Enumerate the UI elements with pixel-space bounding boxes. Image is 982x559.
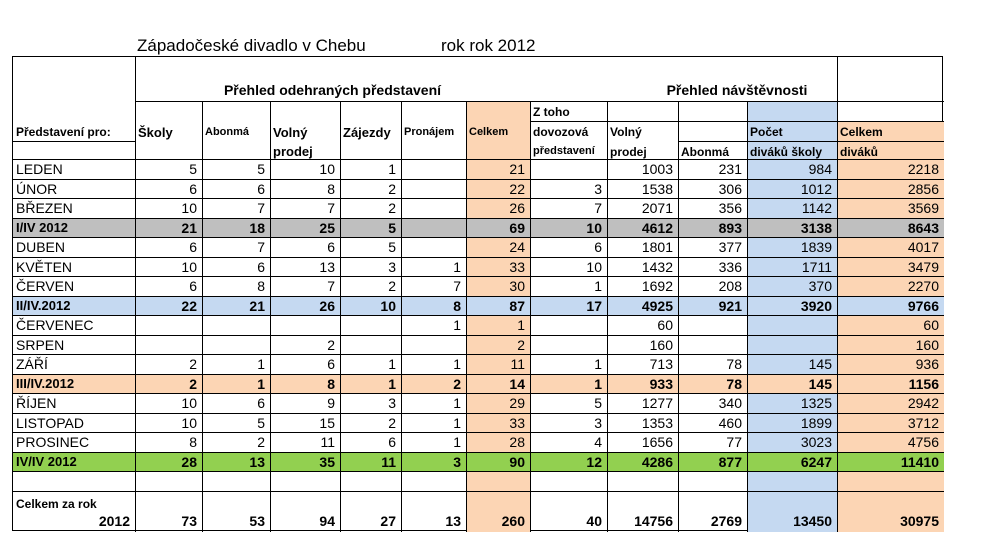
table-cell-value: 29 bbox=[509, 395, 525, 411]
subtotal-value: 8643 bbox=[907, 219, 939, 236]
table-cell-value: 1 bbox=[453, 258, 461, 275]
table-cell-value: 24 bbox=[509, 239, 525, 255]
table-cell-value: 713 bbox=[649, 356, 673, 372]
grid-line bbox=[13, 374, 944, 375]
table-cell-value: 2 bbox=[388, 200, 396, 216]
total-value: 13 bbox=[445, 513, 461, 529]
table-cell-value: 21 bbox=[509, 161, 525, 177]
table-cell-value: 1 bbox=[517, 317, 525, 333]
table-cell-value: 13 bbox=[319, 258, 335, 275]
group-header-attendance: Přehled návštěvnosti bbox=[666, 82, 808, 98]
table-cell-value: 33 bbox=[509, 414, 525, 431]
subtotal-value: 4925 bbox=[641, 297, 673, 314]
grid-line bbox=[13, 452, 944, 453]
table-cell-value: 145 bbox=[808, 356, 832, 372]
table-cell-value: 2 bbox=[189, 356, 197, 372]
subtotal-value: 10 bbox=[380, 297, 396, 314]
table-cell-value: 6 bbox=[594, 239, 602, 255]
month-label: ZÁŘÍ bbox=[16, 356, 48, 372]
subtotal-value: 26 bbox=[319, 297, 335, 314]
group-header-performances: Přehled odehraných představení bbox=[223, 82, 442, 98]
table-cell-value: 1839 bbox=[800, 239, 832, 255]
table-cell-value: 3712 bbox=[907, 414, 939, 431]
table-cell-value: 1 bbox=[388, 161, 396, 177]
table-cell-value: 5 bbox=[594, 395, 602, 411]
table-cell-value: 3 bbox=[594, 414, 602, 431]
subtotal-value: 3920 bbox=[800, 297, 832, 314]
grid-line bbox=[135, 101, 944, 102]
table-cell-value: 10 bbox=[586, 258, 602, 275]
month-label: PROSINEC bbox=[16, 434, 90, 450]
total-value: 40 bbox=[586, 513, 602, 529]
table-cell-value: 9 bbox=[327, 395, 335, 411]
grid-line bbox=[13, 159, 944, 160]
total-label-line2: 2012 bbox=[98, 513, 130, 529]
table-cell-value: 3 bbox=[388, 258, 396, 275]
column-header-divaku-skoly: diváků školy bbox=[750, 145, 823, 159]
table-cell-value: 160 bbox=[915, 336, 939, 353]
table-cell-value: 5 bbox=[189, 161, 197, 177]
subtotal-value: 8 bbox=[453, 297, 461, 314]
table-cell-value: 7 bbox=[257, 239, 265, 255]
table-cell-value: 26 bbox=[509, 200, 525, 216]
column-header-pronajem: Pronájem bbox=[404, 126, 455, 138]
table-cell-value: 2856 bbox=[907, 180, 939, 197]
subtotal-value: 10 bbox=[586, 219, 602, 236]
month-label: ÚNOR bbox=[16, 180, 58, 197]
table-cell-value: 370 bbox=[808, 278, 832, 294]
subtotal-value: 11 bbox=[381, 453, 396, 470]
table-cell-value: 1003 bbox=[641, 161, 673, 177]
subtotal-value: 14 bbox=[509, 375, 525, 392]
table-cell-value: 1 bbox=[594, 278, 602, 294]
table-cell-value: 2 bbox=[388, 180, 396, 197]
grid-line bbox=[747, 101, 748, 532]
month-label: ČERVEN bbox=[16, 278, 75, 294]
month-label: ČERVENEC bbox=[16, 317, 94, 333]
table-cell-value: 2218 bbox=[907, 161, 939, 177]
table-cell-value: 1656 bbox=[641, 434, 673, 450]
table-cell-value: 8 bbox=[189, 434, 197, 450]
column-header-dovoz-2: dovozová bbox=[533, 125, 589, 139]
grid-line bbox=[13, 257, 944, 258]
table-cell-value: 1801 bbox=[641, 239, 673, 255]
grid-line bbox=[340, 101, 341, 532]
total-value: 30975 bbox=[900, 513, 939, 529]
column-header-dovoz-1: Z toho bbox=[533, 105, 570, 119]
table-cell-value: 6 bbox=[189, 239, 197, 255]
column-header-att-prodej: prodej bbox=[610, 145, 647, 159]
grid-line bbox=[837, 101, 838, 532]
subtotal-value: 145 bbox=[808, 375, 832, 392]
table-cell-value: 160 bbox=[649, 336, 673, 353]
table-cell-value: 33 bbox=[509, 258, 525, 275]
table-cell-value: 377 bbox=[718, 239, 742, 255]
subtotal-value: 877 bbox=[718, 453, 742, 470]
grid-line bbox=[678, 141, 944, 142]
table-cell-value: 2942 bbox=[907, 395, 939, 411]
table-cell-value: 2270 bbox=[907, 278, 939, 294]
table-cell-value: 1432 bbox=[641, 258, 673, 275]
table-cell-value: 4756 bbox=[907, 434, 939, 450]
total-value: 260 bbox=[501, 513, 525, 529]
total-value: 14756 bbox=[634, 513, 673, 529]
table-cell-value: 8 bbox=[327, 180, 335, 197]
subtotal-value: 25 bbox=[319, 219, 335, 236]
table-cell-value: 1 bbox=[453, 317, 461, 333]
subtotal-value: 2 bbox=[453, 375, 461, 392]
column-header-celkem: Celkem bbox=[469, 126, 509, 138]
table-cell-value: 4 bbox=[594, 434, 602, 450]
grid-line bbox=[13, 296, 944, 297]
table-cell-value: 7 bbox=[327, 278, 335, 294]
month-label: LISTOPAD bbox=[16, 414, 84, 431]
grid-line bbox=[13, 491, 944, 492]
subtotal-value: 3 bbox=[453, 453, 461, 470]
subtotal-value: 4612 bbox=[641, 219, 673, 236]
column-header-abonma: Abonmá bbox=[205, 126, 249, 138]
month-label: KVĚTEN bbox=[16, 258, 73, 275]
column-header-celkem-divaku-2: diváků bbox=[840, 145, 879, 159]
table-cell-value: 60 bbox=[923, 317, 939, 333]
table-cell-value: 6 bbox=[257, 258, 265, 275]
subtotal-value: 18 bbox=[249, 219, 265, 236]
subtotal-label: III/IV.2012 bbox=[16, 375, 75, 391]
total-value: 13450 bbox=[793, 513, 832, 529]
subtotal-value: 1 bbox=[594, 375, 602, 392]
total-value: 73 bbox=[181, 513, 197, 529]
title-year: rok rok 2012 bbox=[441, 36, 536, 55]
table-cell-value: 6 bbox=[327, 239, 335, 255]
table-cell-value: 8 bbox=[257, 278, 265, 294]
table-cell-value: 2 bbox=[257, 434, 265, 450]
column-header-dovoz-3: představení bbox=[533, 145, 595, 157]
grid-line bbox=[13, 354, 944, 355]
grid-line bbox=[135, 57, 136, 532]
subtotal-value: 6247 bbox=[800, 453, 832, 470]
table-cell-value: 1325 bbox=[800, 395, 832, 411]
subtotal-row-fill bbox=[13, 374, 944, 394]
table-cell-value: 11 bbox=[510, 356, 525, 372]
table-cell-value: 6 bbox=[257, 180, 265, 197]
table-cell-value: 1353 bbox=[641, 414, 673, 431]
column-header-pocet: Počet bbox=[750, 125, 783, 139]
grid-line bbox=[270, 101, 271, 532]
column-header-prodej: prodej bbox=[273, 144, 313, 159]
table-cell-value: 3023 bbox=[800, 434, 832, 450]
table-cell-value: 1277 bbox=[641, 395, 673, 411]
column-header-zajezdy: Zájezdy bbox=[343, 125, 391, 140]
table-cell-value: 30 bbox=[509, 278, 525, 294]
table-cell-value: 5 bbox=[257, 414, 265, 431]
column-header-att-abonma: Abonmá bbox=[681, 145, 729, 159]
table-cell-value: 3 bbox=[388, 395, 396, 411]
subtotal-label: I/IV 2012 bbox=[16, 219, 69, 235]
table-cell-value: 1538 bbox=[641, 180, 673, 197]
table-cell-value: 10 bbox=[181, 414, 197, 431]
table-cell-value: 231 bbox=[718, 161, 742, 177]
table-cell-value: 6 bbox=[327, 356, 335, 372]
table-cell-value: 1 bbox=[453, 356, 461, 372]
subtotal-label: II/IV.2012 bbox=[16, 297, 71, 313]
subtotal-value: 1156 bbox=[908, 375, 939, 392]
table-cell-value: 7 bbox=[257, 200, 265, 216]
table-cell-value: 1 bbox=[388, 356, 396, 372]
grid-line bbox=[13, 315, 944, 316]
subtotal-value: 13 bbox=[249, 453, 265, 470]
grid-line bbox=[607, 101, 608, 532]
table-cell-value: 1899 bbox=[800, 414, 832, 431]
table-cell-value: 7 bbox=[594, 200, 602, 216]
grid-line bbox=[530, 121, 944, 122]
grid-line bbox=[13, 393, 944, 394]
grid-line bbox=[13, 335, 944, 336]
subtotal-value: 11410 bbox=[900, 453, 939, 470]
grid-line bbox=[13, 237, 944, 238]
table-cell-value: 1 bbox=[453, 434, 461, 450]
table-cell-value: 78 bbox=[726, 356, 742, 372]
grid-line bbox=[530, 101, 531, 532]
column-header-celkem-divaku-1: Celkem bbox=[840, 125, 883, 139]
grid-line bbox=[13, 432, 944, 433]
total-value: 94 bbox=[319, 513, 335, 529]
table-cell-value: 2 bbox=[327, 336, 335, 353]
table-cell-value: 4017 bbox=[907, 239, 939, 255]
grid-line bbox=[13, 179, 944, 180]
table-cell-value: 208 bbox=[718, 278, 742, 294]
grid-line bbox=[13, 471, 944, 472]
subtotal-value: 3138 bbox=[800, 219, 832, 236]
subtotal-value: 78 bbox=[726, 375, 742, 392]
subtotal-label: IV/IV 2012 bbox=[16, 453, 77, 469]
subtotal-value: 90 bbox=[509, 453, 525, 470]
table-cell-value: 1142 bbox=[801, 200, 832, 216]
table-cell-value: 7 bbox=[327, 200, 335, 216]
grid-line bbox=[678, 101, 679, 532]
table-cell-value: 6 bbox=[189, 278, 197, 294]
table-cell-value: 460 bbox=[718, 414, 742, 431]
month-label: ŘÍJEN bbox=[16, 395, 57, 411]
table-cell-value: 306 bbox=[718, 180, 742, 197]
subtotal-value: 2 bbox=[189, 375, 197, 392]
table-cell-value: 2071 bbox=[641, 200, 673, 216]
table-cell-value: 2 bbox=[388, 278, 396, 294]
total-label-line1: Celkem za rok bbox=[16, 497, 97, 511]
title-theatre: Západočeské divadlo v Chebu bbox=[137, 36, 366, 55]
table-cell-value: 7 bbox=[453, 278, 461, 294]
table-cell-value: 1711 bbox=[801, 258, 832, 275]
column-header-att-volny: Volný bbox=[610, 125, 642, 139]
grid-line bbox=[13, 276, 944, 277]
total-value: 53 bbox=[249, 513, 265, 529]
table-cell-value: 10 bbox=[319, 161, 335, 177]
subtotal-value: 1 bbox=[257, 375, 265, 392]
table-cell-value: 3 bbox=[594, 180, 602, 197]
subtotal-value: 22 bbox=[181, 297, 197, 314]
subtotal-value: 87 bbox=[509, 297, 525, 314]
table-cell-value: 6 bbox=[388, 434, 396, 450]
total-value: 2769 bbox=[710, 513, 742, 529]
month-label: SRPEN bbox=[16, 336, 65, 353]
grid-line bbox=[401, 101, 402, 532]
table-cell-value: 22 bbox=[509, 180, 525, 197]
table-cell-value: 1 bbox=[453, 395, 461, 411]
total-value: 27 bbox=[380, 513, 396, 529]
subtotal-value: 893 bbox=[718, 219, 742, 236]
table-cell-value: 984 bbox=[808, 161, 832, 177]
table-cell-value: 1692 bbox=[641, 278, 673, 294]
grid-line bbox=[13, 218, 944, 219]
table-cell-value: 3569 bbox=[907, 200, 939, 216]
column-header-label: Představení pro: bbox=[16, 125, 111, 139]
month-label: DUBEN bbox=[16, 239, 66, 255]
table-cell-value: 1 bbox=[594, 356, 602, 372]
table-cell-value: 2 bbox=[517, 336, 525, 353]
table-cell-value: 340 bbox=[718, 395, 742, 411]
subtotal-value: 35 bbox=[319, 453, 335, 470]
grid-line bbox=[202, 101, 203, 532]
table-cell-value: 10 bbox=[181, 258, 197, 275]
table-cell-value: 336 bbox=[718, 258, 742, 275]
table-cell-value: 28 bbox=[509, 434, 525, 450]
subtotal-value: 8 bbox=[327, 375, 335, 392]
table-cell-value: 11 bbox=[320, 434, 335, 450]
subtotal-value: 69 bbox=[509, 219, 525, 236]
subtotal-value: 1 bbox=[388, 375, 396, 392]
subtotal-value: 9766 bbox=[907, 297, 939, 314]
table-cell-value: 2 bbox=[388, 414, 396, 431]
table-cell-value: 77 bbox=[726, 434, 742, 450]
theatre-statistics-table bbox=[12, 56, 943, 531]
subtotal-value: 21 bbox=[181, 219, 197, 236]
table-cell-value: 5 bbox=[257, 161, 265, 177]
subtotal-value: 5 bbox=[388, 219, 396, 236]
table-cell-value: 6 bbox=[189, 180, 197, 197]
table-cell-value: 936 bbox=[915, 356, 939, 372]
subtotal-value: 4286 bbox=[641, 453, 673, 470]
table-cell-value: 5 bbox=[388, 239, 396, 255]
table-cell-value: 15 bbox=[319, 414, 335, 431]
subtotal-value: 28 bbox=[181, 453, 197, 470]
subtotal-value: 921 bbox=[718, 297, 742, 314]
subtotal-value: 21 bbox=[249, 297, 265, 314]
month-label: LEDEN bbox=[16, 161, 63, 177]
column-header-volny: Volný bbox=[273, 125, 308, 140]
table-cell-value: 60 bbox=[657, 317, 673, 333]
grid-line bbox=[466, 101, 467, 532]
grid-line bbox=[13, 198, 944, 199]
subtotal-value: 17 bbox=[586, 297, 602, 314]
column-header-skoly: Školy bbox=[138, 125, 173, 140]
grid-line bbox=[13, 413, 944, 414]
table-cell-value: 10 bbox=[181, 395, 197, 411]
table-cell-value: 1 bbox=[257, 356, 265, 372]
subtotal-value: 933 bbox=[649, 375, 673, 392]
table-cell-value: 356 bbox=[718, 200, 742, 216]
table-cell-value: 3479 bbox=[907, 258, 939, 275]
table-cell-value: 10 bbox=[181, 200, 197, 216]
grid-line bbox=[13, 141, 135, 142]
table-cell-value: 1012 bbox=[800, 180, 832, 197]
subtotal-value: 12 bbox=[586, 453, 602, 470]
table-cell-value: 6 bbox=[257, 395, 265, 411]
table-cell-value: 1 bbox=[453, 414, 461, 431]
month-label: BŘEZEN bbox=[16, 200, 73, 216]
